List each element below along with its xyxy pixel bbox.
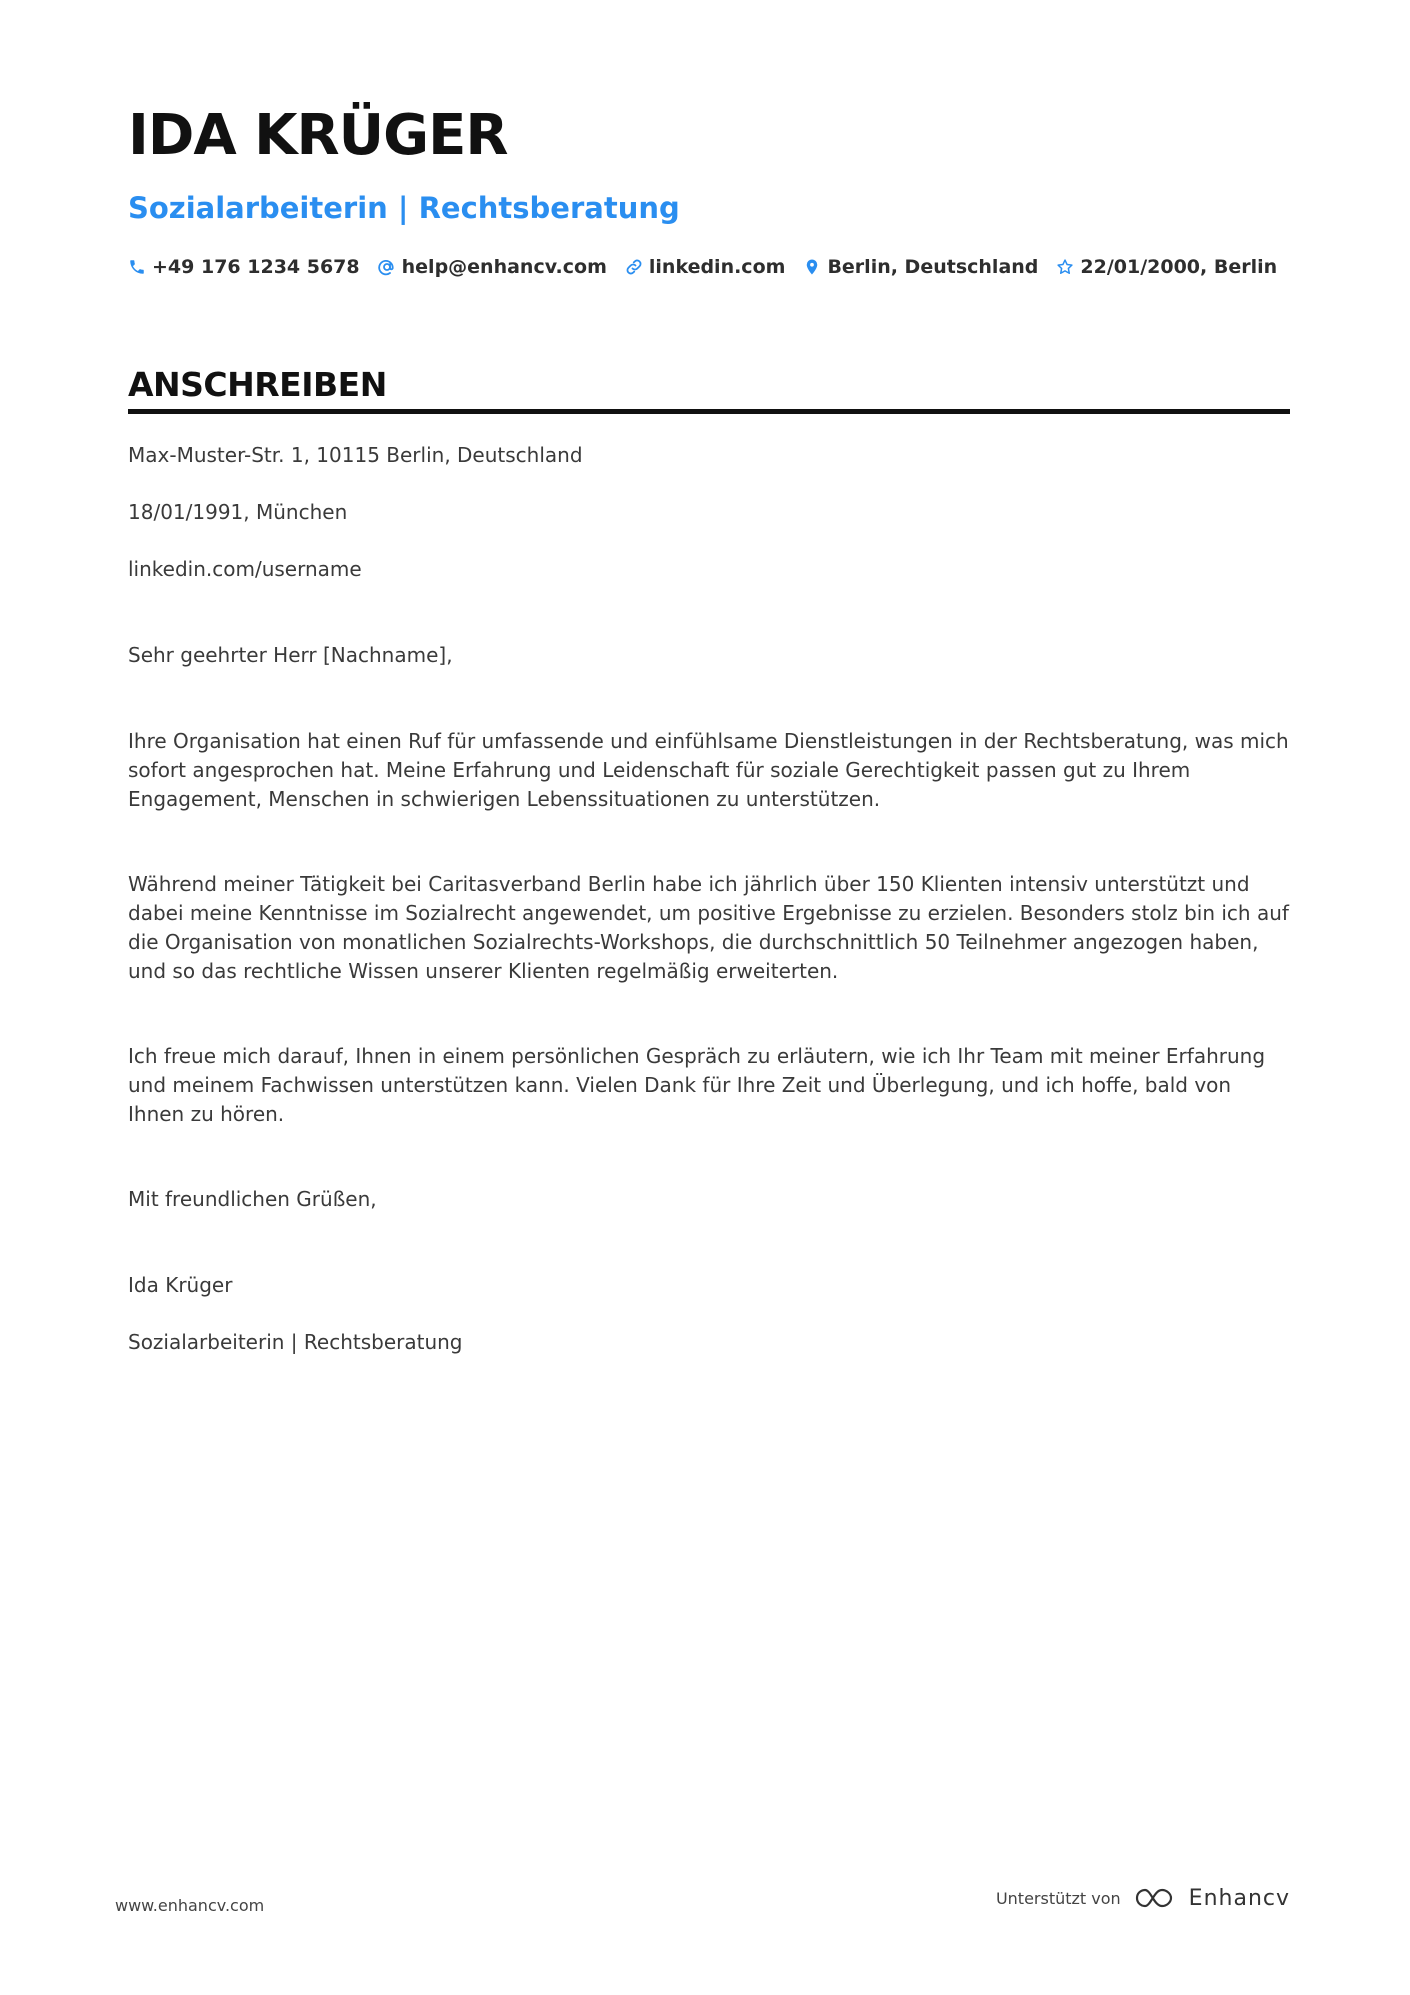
footer-powered-by[interactable] <box>996 1885 1290 1911</box>
at-icon <box>378 258 396 276</box>
phone-icon <box>128 258 146 276</box>
powered-by-label: Unterstützt von <box>995 1888 1121 1908</box>
signature-role: Sozialarbeiterin | Rechtsberatung <box>128 1330 463 1354</box>
letter-date-place: 18/01/1991, München <box>128 500 348 524</box>
location-pin-icon <box>803 258 821 276</box>
star-icon <box>1056 258 1074 276</box>
contact-location <box>803 256 1038 278</box>
enhancv-logo-icon <box>1133 1885 1179 1911</box>
letter-paragraph-2: Während meiner Tätigkeit bei Caritasverband Berlin habe ich jährlich über 150 Klienten intensiv unterstützt und dabei meine Kenntnisse im Sozialrecht angewendet, um positive Ergebnisse zu erzielen. Besonders stolz bin ich auf die Organisation von monatlichen Sozialrechts-Workshops, die durchschnittlich 50 Teilnehmer angezogen haben, und so das rechtliche Wissen unserer Klienten regelmäßig erweiterten. <box>128 872 1289 983</box>
letter-salutation: Sehr geehrter Herr [Nachname], <box>128 643 453 667</box>
contact-email-text: help@enhancv.com <box>401 256 607 278</box>
link-icon <box>625 258 643 276</box>
candidate-role: Sozialarbeiterin | Rechtsberatung <box>128 191 680 225</box>
section-divider <box>128 409 1290 414</box>
letter-address: Max-Muster-Str. 1, 10115 Berlin, Deutschland <box>128 443 583 467</box>
letter-closing: Mit freundlichen Grüßen, <box>128 1187 377 1211</box>
contact-phone[interactable] <box>128 256 360 278</box>
candidate-name: IDA KRÜGER <box>128 103 508 168</box>
contact-linkedin-text: linkedin.com <box>648 256 786 278</box>
section-title: ANSCHREIBEN <box>128 365 387 404</box>
contact-phone-text: +49 176 1234 5678 <box>152 256 360 278</box>
signature-name: Ida Krüger <box>128 1273 233 1297</box>
contact-bar <box>128 256 1295 278</box>
contact-birth-text: 22/01/2000, Berlin <box>1080 256 1278 278</box>
contact-email[interactable] <box>378 256 607 278</box>
footer-url[interactable]: www.enhancv.com <box>115 1896 265 1915</box>
contact-birth <box>1056 256 1277 278</box>
letter-paragraph-3: Ich freue mich darauf, Ihnen in einem persönlichen Gespräch zu erläutern, wie ich Ihr Team mit meiner Erfahrung und meinem Fachwissen unterstützen kann. Vielen Dank für Ihre Zeit und Überlegung, und ich hoffe, bald von Ihnen zu hören. <box>128 1044 1266 1126</box>
brand-name: Enhancv <box>1188 1885 1290 1911</box>
contact-location-text: Berlin, Deutschland <box>827 256 1039 278</box>
letter-linkedin[interactable]: linkedin.com/username <box>128 557 362 581</box>
contact-linkedin[interactable] <box>625 256 786 278</box>
letter-paragraph-1: Ihre Organisation hat einen Ruf für umfassende und einfühlsame Dienstleistungen in der Rechtsberatung, was mich sofort angesprochen hat. Meine Erfahrung und Leidenschaft für soziale Gerechtigkeit passen gut zu Ihrem Engagement, Menschen in schwierigen Lebenssituationen zu unterstützen. <box>128 729 1289 811</box>
